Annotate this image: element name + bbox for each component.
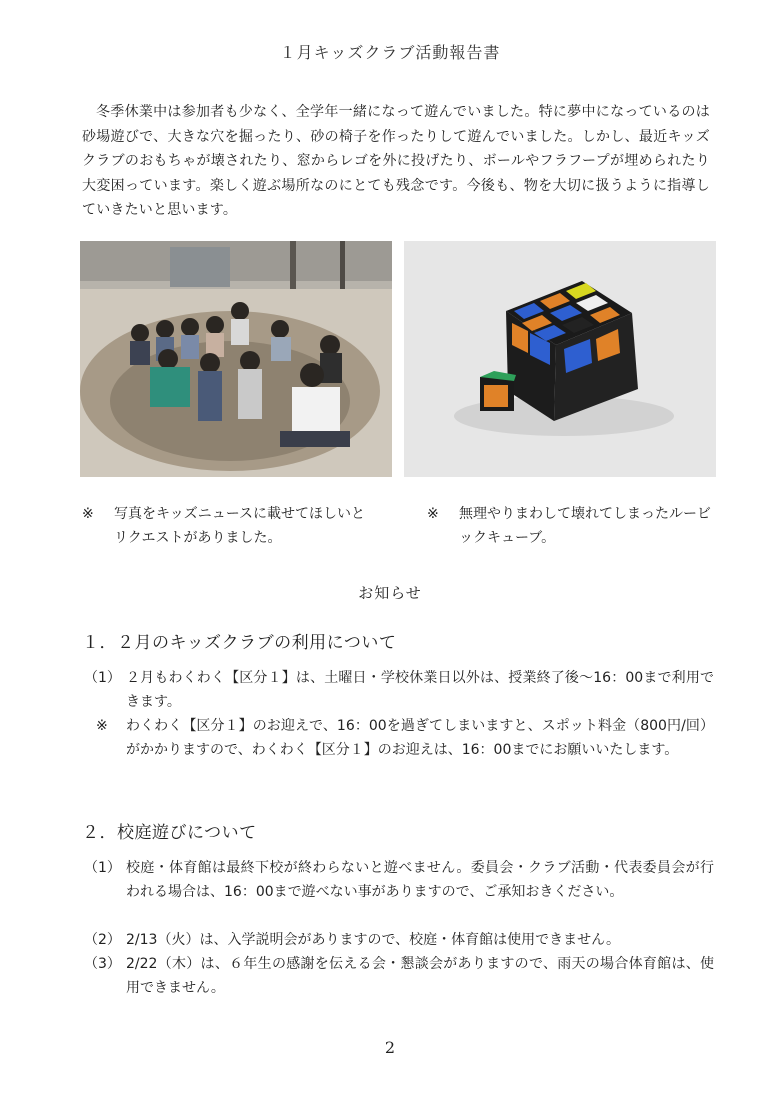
reference-mark: ※ — [427, 506, 439, 522]
broken-rubiks-cube-photo — [404, 241, 716, 477]
item-number: （3） — [84, 956, 121, 972]
item-number: （2） — [84, 932, 121, 948]
children-sandpit-photo — [80, 241, 392, 477]
photo-caption-cube — [427, 502, 747, 552]
section-heading-kids-club-usage: １．２月のキッズクラブの利用について — [82, 633, 397, 653]
note-item — [96, 714, 714, 786]
notice-heading: お知らせ — [358, 584, 422, 602]
item-number: （1） — [84, 670, 121, 686]
note-text: わくわく【区分１】のお迎えで、16：00を過ぎてしまいますと、スポット料金（800円/回）がかかりますので、わくわく【区分１】のお迎えは、16：00までにお願いいたします。 — [126, 718, 714, 758]
list-item — [84, 856, 714, 928]
item-text: ２月もわくわく【区分１】は、土曜日・学校休業日以外は、授業終了後〜16：00まで利用できます。 — [126, 670, 714, 710]
section-heading-schoolyard-play: ２．校庭遊びについて — [82, 823, 257, 843]
caption-text: 写真をキッズニュースに載せてほしいとリクエストがありました。 — [114, 506, 366, 546]
reference-mark: ※ — [96, 718, 108, 734]
reference-mark: ※ — [82, 506, 94, 522]
list-item — [84, 666, 714, 714]
intro-paragraph: 冬季休業中は参加者も少なく、全学年一緒になって遊んでいました。特に夢中になっているのは砂場遊びで、大きな穴を掘ったり、砂の椅子を作ったりして遊んでいました。しかし、最近キッズクラブのおもちゃが壊されたり、窓からレゴを外に投げたり、ボールやフラフープが埋められたり大変困っています。楽しく遊ぶ場所なのにとても残念です。今後も、物を大切に扱うように指導していきたいと思います。 — [82, 104, 710, 218]
item-text: 校庭・体育館は最終下校が終わらないと遊べません。委員会・クラブ活動・代表委員会が行われる場合は、16：00まで遊べない事がありますので、ご承知おきください。 — [126, 860, 714, 900]
item-text: 2/22（木）は、６年生の感謝を伝える会・懇談会がありますので、雨天の場合体育館は、使用できません。 — [126, 956, 714, 996]
list-item — [84, 952, 714, 1000]
page-number: 2 — [384, 1038, 396, 1057]
caption-text: 無理やりまわして壊れてしまったルービックキューブ。 — [459, 506, 711, 546]
item-text: 2/13（火）は、入学説明会がありますので、校庭・体育館は使用できません。 — [126, 932, 620, 948]
page-title: １月キッズクラブ活動報告書 — [279, 43, 501, 62]
list-item — [84, 928, 714, 952]
photo-caption-children — [82, 502, 402, 552]
item-number: （1） — [84, 860, 121, 876]
